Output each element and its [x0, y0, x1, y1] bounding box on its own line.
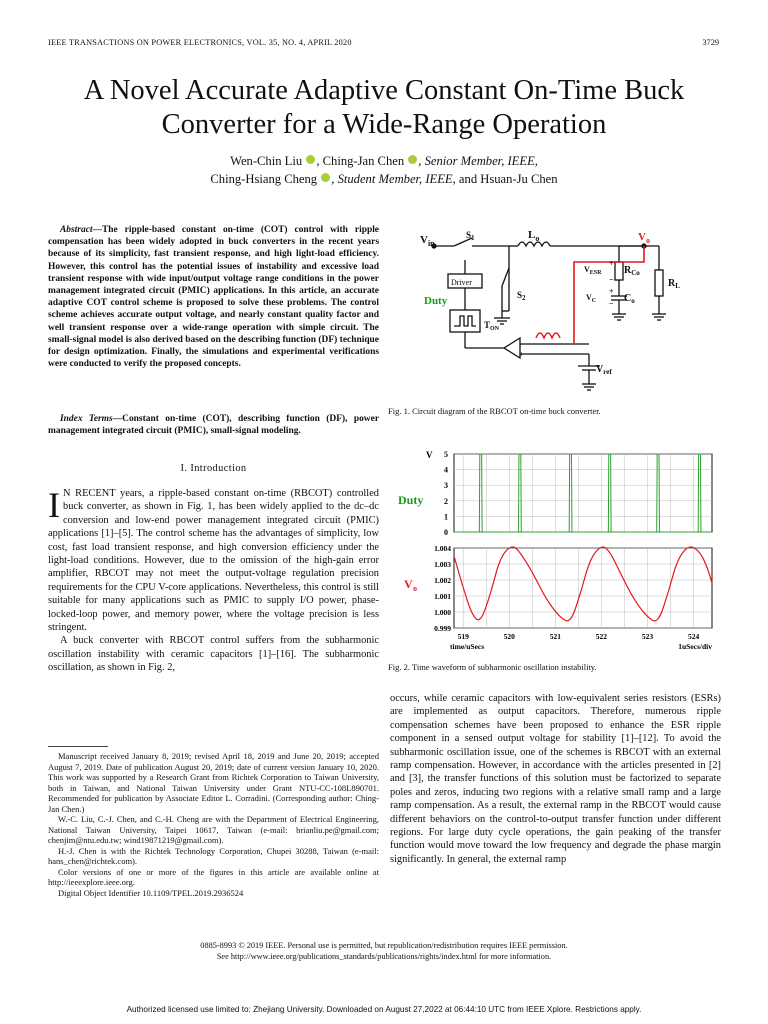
footnote-affiliation: H.-J. Chen is with the Richtek Technology Corporation, Chupei 30288, Taiwan (e-mail: hans_chen@richtek.com).	[48, 845, 379, 866]
ton-label: $T_{ON}$	[484, 320, 500, 332]
vesr-label: $V_{ESR}$	[584, 265, 602, 276]
author-name: Ching-Hsiang Cheng	[210, 172, 318, 186]
right-column-text: occurs, while ceramic capacitors with low-equivalent series resistors (ESRs) are implemented as output capacitors. Therefore, numerous ripple compensation schemes have been proposed to enhance the ESR ripple component in a sensed output voltage for stability [1]–[12]. To avoid the subharmonic oscillation issue, one of the schemes is RBCOT with an external ramp compensation. However, in accordance with the articles presented in [2] and [3], the transfer functions of this solution must be factorized to separate poles and zeros, inducing two regions with a relative small ramp and a large ramp compensation. As a result, the external ramp in the RBCOT would cause different behaviors on the control-to-output transfer function under different regions. For large duty cycle operations, the gain peaking of the transfer function would move toward the low frequency and degrade the phase margin significantly. In general, the external ramp	[390, 693, 721, 865]
index-terms	[48, 413, 379, 437]
x-tick-label: 520	[503, 632, 515, 641]
running-header: IEEE TRANSACTIONS ON POWER ELECTRONICS, VOL. 35, NO. 4, APRIL 2020	[48, 38, 352, 47]
introduction-body	[48, 487, 379, 675]
duty-label: Duty	[424, 295, 448, 307]
circuit-diagram	[414, 226, 704, 402]
waveform-chart	[396, 444, 722, 658]
y-unit-label: V	[426, 450, 433, 460]
vo-axis-label-sub: o	[413, 584, 417, 593]
co-label: $C_o$	[624, 293, 635, 305]
lo-label: $L_o$	[528, 229, 540, 243]
ripple-icon	[536, 333, 560, 338]
s2-label: $S_2$	[517, 290, 526, 302]
x-scale-label: 1uSecs/div	[678, 642, 712, 651]
author-name: Ching-Jan Chen	[322, 154, 405, 168]
vref-label: $V_{ref}$	[596, 364, 612, 376]
x-axis-label: time/uSecs	[450, 642, 485, 651]
y-tick-label: 1.001	[434, 592, 451, 601]
y-tick-label: 1.004	[434, 544, 451, 553]
copyright-line-2: See http://www.ieee.org/publications_standards/publications/rights/index.html for more information.	[216, 951, 552, 961]
minus-sign: −	[519, 340, 524, 349]
index-terms-lead: Index Terms	[60, 414, 113, 424]
orcid-icon[interactable]	[321, 173, 330, 182]
plot-frame	[454, 454, 712, 532]
page-number: 3729	[702, 38, 719, 47]
title-line-2: Converter for a Wide-Range Operation	[161, 109, 607, 140]
y-tick-label: 2	[444, 496, 448, 506]
vo-label: $V_o$	[638, 231, 650, 245]
y-tick-label: 1.003	[434, 560, 451, 569]
author-list: Wen-Chin Liu , Ching-Jan Chen , Senior Member, IEEE, Ching-Hsiang Cheng , Student Member, IEEE, and Hsuan-Ju Chen	[210, 154, 558, 186]
footnote-rule	[48, 746, 108, 747]
y-tick-label: 3	[444, 481, 448, 491]
duty-series-line	[454, 454, 712, 532]
drop-cap: I	[48, 485, 60, 525]
abstract-lead: Abstract	[60, 225, 93, 235]
vc-label: $V_C$	[586, 293, 597, 304]
y-tick-label: 1.000	[434, 608, 451, 617]
plus-sign: +	[609, 287, 614, 296]
orcid-icon[interactable]	[408, 155, 417, 164]
copyright-notice	[0, 941, 768, 962]
rl-label: $R_L$	[668, 278, 680, 290]
footnote-color: Color versions of one or more of the figures in this article are available online at http://ieeexplore.ieee.org.	[48, 866, 379, 887]
x-tick-label: 523	[641, 632, 654, 641]
y-tick-label: 1.002	[434, 576, 451, 585]
minus-sign: −	[609, 299, 614, 308]
vin-label: $V_{in}$	[420, 234, 435, 248]
figure-1-caption: Fig. 1. Circuit diagram of the RBCOT on-time buck converter.	[388, 406, 601, 416]
footnote-manuscript: Manuscript received January 8, 2019; revised April 18, 2019 and June 20, 2019; accepted August 7, 2019. Date of publication August 20, 2019; date of current version January 10, 2020. This work was supported by a Research Grant from Richtek Corporation to Taiwan University, both in Taiwan, and National Taiwan University under Grant NTU-CC-108L890701. Recommended for publication by Associate Editor L. Corradini. (Corresponding author: Ching-Jan Chen.)	[48, 751, 379, 814]
abstract-text: —The ripple-based constant on-time (COT) control with ripple compensation has been widely adopted in buck converters in the recent years because of its simplicity, fast transient response, and high light-load efficiency. However, this control has the potential issues of instability and excessive load transient response with wide input/output voltage range conditions in the power management integrated circuit (PMIC) applications. In this article, an accurate adaptive COT control scheme is proposed to solve these problems. The control scheme achieves accurate output voltage, and nearly constant quality factor and well transient response over a wide-range operation with simple circuit. The small-signal model is also derived based on the describing function (DF) technique for design optimization. Finally, the simulations and experimental verifications were conducted to verify the proposed concepts.	[48, 225, 379, 370]
orcid-icon[interactable]	[306, 155, 315, 164]
s1-label: $S_1$	[466, 230, 475, 242]
y-tick-label: 5	[444, 450, 448, 459]
x-tick-label: 524	[687, 632, 700, 641]
author-name: Wen-Chin Liu	[230, 154, 303, 168]
author-role: , Student Member, IEEE,	[331, 172, 456, 186]
minus-sign: −	[609, 275, 614, 284]
license-notice: Authorized licensed use limited to: Zhejiang University. Downloaded on August 27,2022 at 06:44:10 UTC from IEEE Xplore. Restrictions apply.	[126, 1005, 642, 1014]
driver-label: Driver	[451, 278, 472, 287]
intro-paragraph-2: A buck converter with RBCOT control suffers from the subharmonic oscillation instability with ceramic capacitors [1]–[16]. The subharmonic oscillation, as shown in Fig. 2,	[48, 635, 379, 674]
author-role: , Senior Member, IEEE,	[418, 154, 538, 168]
footnotes	[48, 751, 379, 898]
rco-label: $R_{Co}$	[624, 265, 640, 277]
plot-frame	[454, 548, 712, 628]
copyright-line-1: 0885-8993 © 2019 IEEE. Personal use is permitted, but republication/redistribution requires IEEE permission.	[200, 941, 568, 950]
y-tick-label: 0	[444, 528, 448, 537]
x-tick-label: 521	[549, 632, 561, 641]
paper-title	[0, 74, 768, 142]
index-terms-text: —Constant on-time (COT), describing function (DF), power management integrated circuit (PMIC), small-signal modeling.	[48, 414, 380, 437]
vo-series-line	[454, 547, 712, 621]
x-tick-label: 519	[457, 632, 469, 641]
duty-axis-label: Duty	[398, 493, 424, 507]
title-line-1: A Novel Accurate Adaptive Constant On-Time Buck	[83, 75, 685, 106]
y-tick-label: 4	[444, 465, 448, 475]
plus-sign: +	[519, 350, 524, 359]
author-name: and Hsuan-Ju Chen	[455, 172, 558, 186]
plus-sign: +	[609, 259, 614, 268]
intro-paragraph-1: N RECENT years, a ripple-based constant on-time (RBCOT) controlled buck converter, as shown in Fig. 1, has been widely applied to the dc–dc conversion and low-end power management integrated circuit (PMIC) applications [1]–[5]. The control scheme has the advantages of simplicity, low cost, fast load transient response, and high conversion efficiency under the light-load conditions. However, due to the omission of the high-gain error amplifier, RBCOT may not meet the output-voltage regulation precision requirements for the CPU V-core applications. Nevertheless, this control is still suitable for many applications such as PMIC to supply I/O power, phase-locked-loop power, and memory power, where the voltage precision is less stringent.	[48, 488, 379, 634]
y-tick-label: 1	[444, 512, 448, 522]
abstract	[48, 224, 379, 370]
vo-axis-label: V	[404, 577, 413, 591]
y-tick-label: 0.999	[434, 624, 451, 633]
section-heading: I. Introduction	[180, 463, 247, 474]
x-tick-label: 522	[595, 632, 608, 641]
footnote-affiliation: W.-C. Liu, C.-J. Chen, and C.-H. Cheng are with the Department of Electrical Engineering, National Taiwan University, Taipei 10617, Taiwan (e-mail: brianliu.pe@gmail.com; chenjim@ntu.edu.tw; wind19871219@gmail.com).	[48, 814, 379, 845]
footnote-doi: Digital Object Identifier 10.1109/TPEL.2019.2936524	[58, 887, 244, 898]
figure-2-caption: Fig. 2. Time waveform of subharmonic oscillation instability.	[388, 662, 597, 672]
